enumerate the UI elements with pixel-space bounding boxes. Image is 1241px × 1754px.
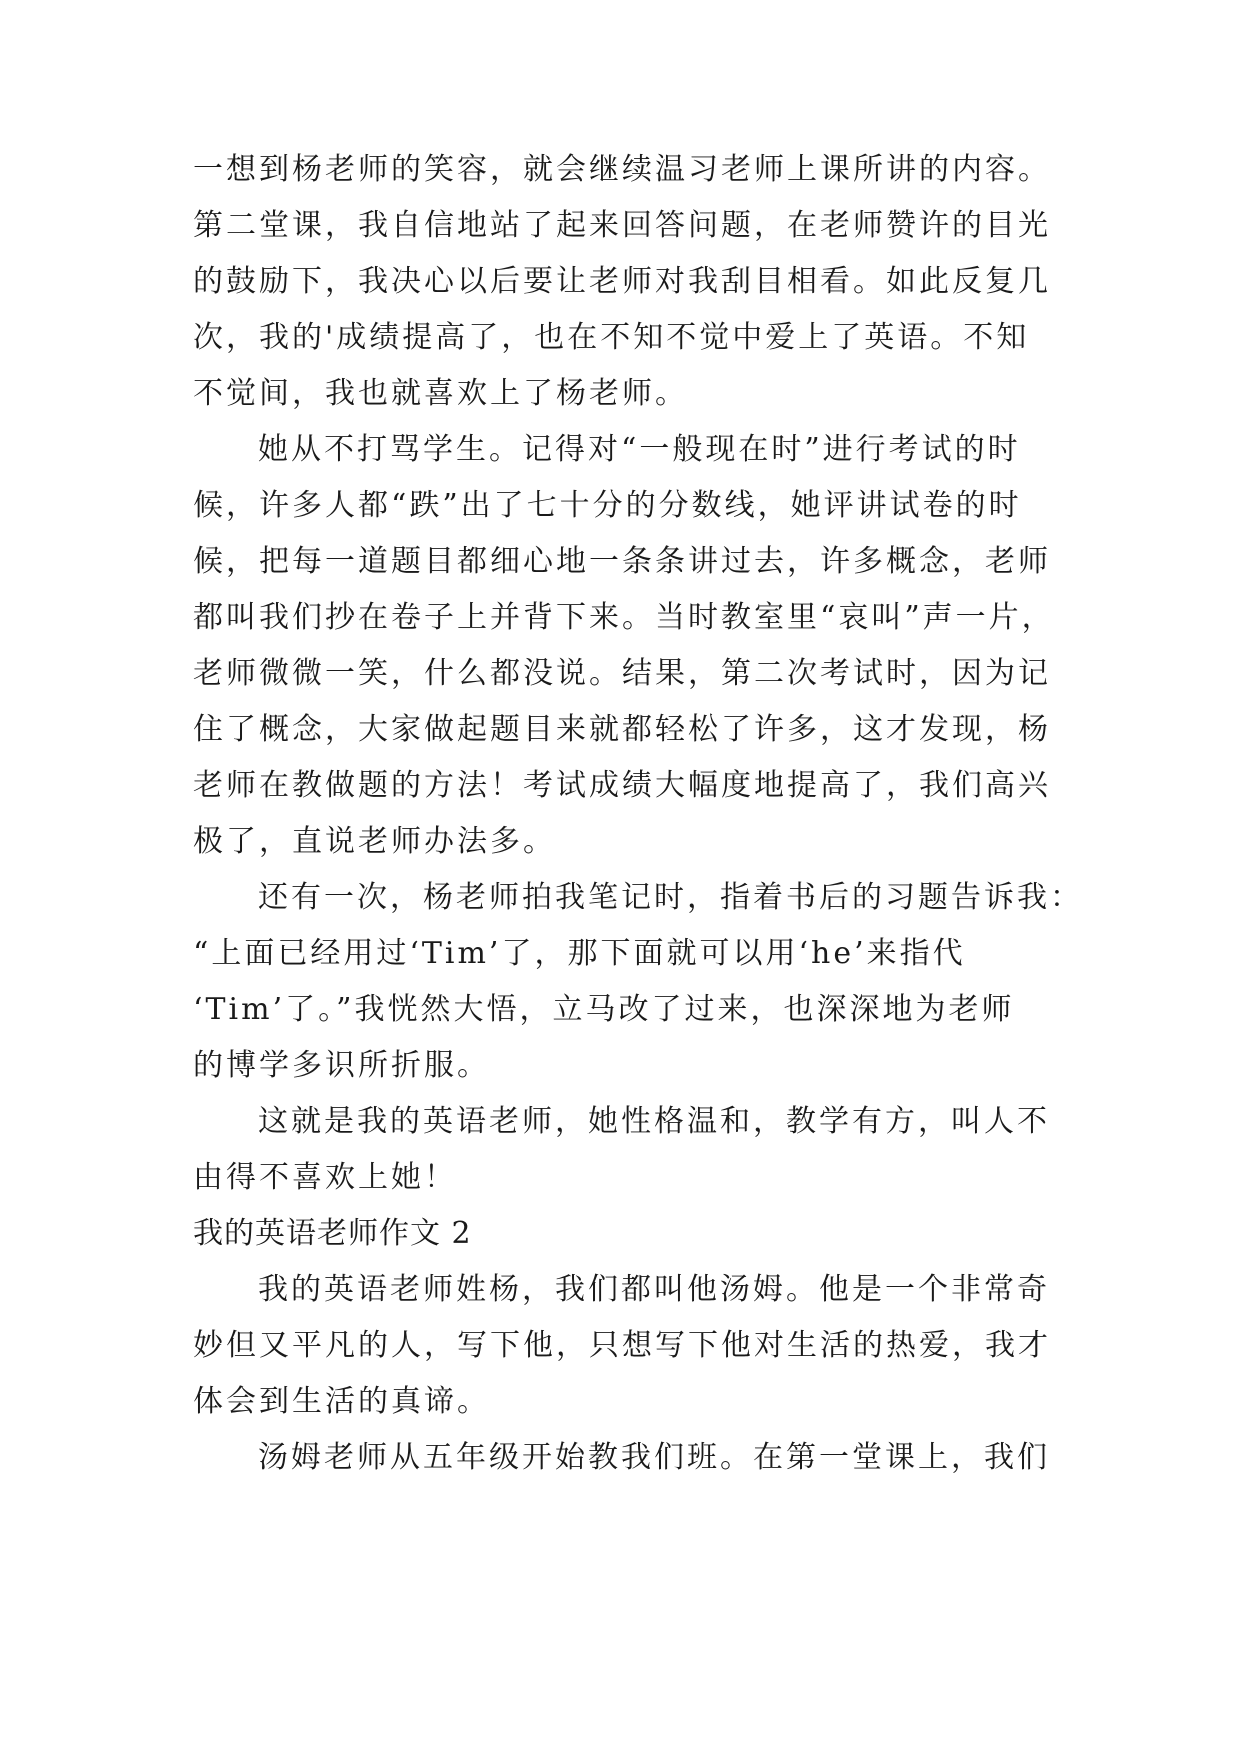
text-line: 我的英语老师姓杨，我们都叫他汤姆。他是一个非常奇 bbox=[258, 1272, 1050, 1307]
text-line: 极了，直说老师办法多。 bbox=[193, 824, 556, 859]
text-line: 的博学多识所折服。 bbox=[193, 1048, 490, 1083]
text-line: 还有一次，杨老师拍我笔记时，指着书后的习题告诉我： bbox=[258, 880, 1083, 915]
text-line: “上面已经用过‘Tim’了，那下面就可以用‘he’来指代 bbox=[193, 936, 966, 971]
text-line: 由得不喜欢上她！ bbox=[193, 1160, 457, 1195]
text-line: 次，我的'成绩提高了，也在不知不觉中爱上了英语。不知 bbox=[193, 320, 1030, 355]
text-line: 第二堂课，我自信地站了起来回答问题，在老师赞许的目光 bbox=[193, 208, 1051, 243]
text-line: 不觉间，我也就喜欢上了杨老师。 bbox=[193, 376, 688, 411]
text-line: 候，许多人都“跌”出了七十分的分数线，她评讲试卷的时 bbox=[193, 488, 1022, 523]
text-line: 一想到杨老师的笑容，就会继续温习老师上课所讲的内容。 bbox=[193, 152, 1051, 187]
text-line: 的鼓励下，我决心以后要让老师对我刮目相看。如此反复几 bbox=[193, 264, 1051, 299]
text-line: 都叫我们抄在卷子上并背下来。当时教室里“哀叫”声一片， bbox=[193, 600, 1055, 635]
text-line: 体会到生活的真谛。 bbox=[193, 1384, 490, 1419]
text-line: 候，把每一道题目都细心地一条条讲过去，许多概念，老师 bbox=[193, 544, 1051, 579]
text-line: 这就是我的英语老师，她性格温和，教学有方，叫人不 bbox=[258, 1104, 1050, 1139]
text-line: 她从不打骂学生。记得对“一般现在时”进行考试的时 bbox=[258, 432, 1021, 467]
text-line: 老师微微一笑，什么都没说。结果，第二次考试时，因为记 bbox=[193, 656, 1051, 691]
text-line: 妙但又平凡的人，写下他，只想写下他对生活的热爱，我才 bbox=[193, 1328, 1051, 1363]
text-line: 住了概念，大家做起题目来就都轻松了许多，这才发现，杨 bbox=[193, 712, 1051, 747]
text-line: 老师在教做题的方法！考试成绩大幅度地提高了，我们高兴 bbox=[193, 768, 1051, 803]
essay-heading: 我的英语老师作文 2 bbox=[193, 1216, 472, 1251]
text-line: 汤姆老师从五年级开始教我们班。在第一堂课上，我们 bbox=[258, 1440, 1050, 1475]
text-line: ‘Tim’了。”我恍然大悟，立马改了过来，也深深地为老师 bbox=[193, 992, 1015, 1027]
